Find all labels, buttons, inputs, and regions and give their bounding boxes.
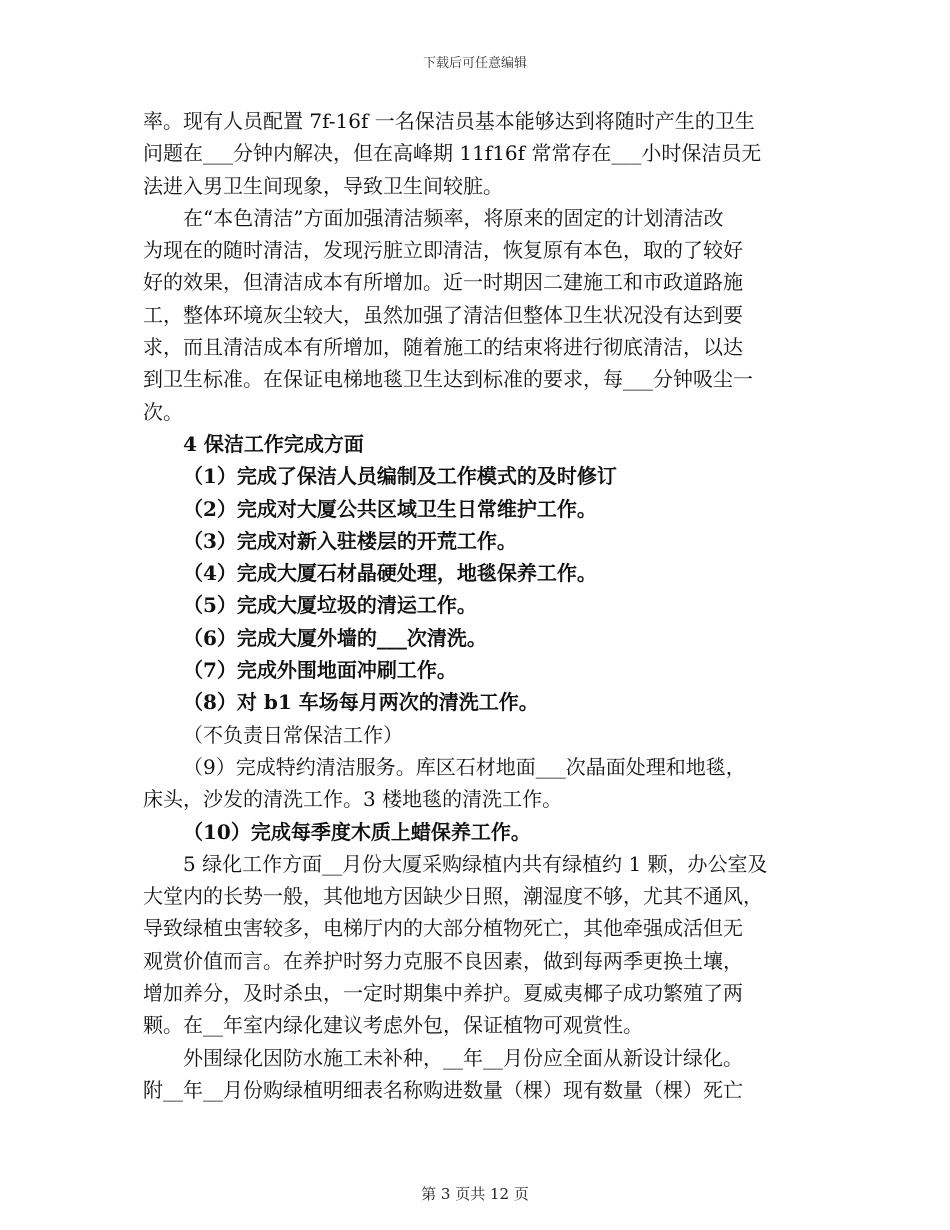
text-line: 5 绿化工作方面__月份大厦采购绿植内共有绿植约 1 颗，办公室及 [183, 851, 768, 876]
text-line: 颗。在__年室内绿化建议考虑外包，保证植物可观赏性。 [143, 1013, 643, 1038]
text-line: （9）完成特约清洁服务。库区石材地面___次晶面处理和地毯， [183, 754, 746, 779]
page-header: 下载后可任意编辑 [422, 56, 527, 71]
text-line: 到卫生标准。在保证电梯地毯卫生达到标准的要求，每___分钟吸尘一 [143, 367, 753, 392]
text-line: 床头，沙发的清洗工作。3 楼地毯的清洗工作。 [143, 787, 563, 812]
text-line: 法进入男卫生间现象，导致卫生间较脏。 [143, 173, 503, 198]
text-line: 为现在的随时清洁，发现污脏立即清洁，恢复原有本色，取的了较好 [143, 238, 743, 263]
text-line: （不负责日常保洁工作） [183, 722, 403, 747]
text-line: （5）完成大厦垃圾的清运工作。 [183, 593, 477, 618]
text-line: 次。 [143, 399, 183, 424]
page-footer: 第 3 页共 12 页 [421, 1185, 529, 1203]
text-line: 好的效果，但清洁成本有所增加。近一时期因二建施工和市政道路施 [143, 270, 743, 295]
text-line: （7）完成外围地面冲刷工作。 [183, 658, 457, 683]
document-body [143, 105, 811, 1106]
text-line: 在“本色清洁”方面加强清洁频率，将原来的固定的计划清洁改 [183, 205, 724, 230]
text-line: （4）完成大厦石材晶硬处理，地毯保养工作。 [183, 561, 597, 586]
text-line: 导致绿植虫害较多，电梯厅内的大部分植物死亡，其他牵强成活但无 [143, 916, 743, 941]
text-line: （2）完成对大厦公共区域卫生日常维护工作。 [183, 496, 597, 521]
text-line: 问题在___分钟内解决，但在高峰期 11f16f 常常存在___小时保洁员无 [143, 141, 762, 166]
text-line: 增加养分，及时杀虫，一定时期集中养护。夏威夷椰子成功繁殖了两 [143, 981, 743, 1006]
text-line: 4 保洁工作完成方面 [183, 431, 364, 456]
text-line: （6）完成大厦外墙的___次清洗。 [183, 625, 487, 650]
text-line: （10）完成每季度木质上蜡保养工作。 [183, 819, 531, 844]
text-line: 外围绿化因防水施工未补种，__年__月份应全面从新设计绿化。 [183, 1045, 743, 1070]
text-line: 工，整体环境灰尘较大，虽然加强了清洁但整体卫生状况没有达到要 [143, 302, 743, 327]
text-line: 求，而且清洁成本有所增加，随着施工的结束将进行彻底清洁，以达 [143, 335, 743, 360]
text-line: 率。现有人员配置 7f-16f 一名保洁员基本能够达到将随时产生的卫生 [143, 109, 755, 133]
text-line: （8）对 b1 车场每月两次的清洗工作。 [183, 690, 539, 715]
text-line: 附__年__月份购绿植明细表名称购进数量（棵）现有数量（棵）死亡 [143, 1077, 743, 1102]
text-line: 大堂内的长势一般，其他地方因缺少日照，潮湿度不够，尤其不通风， [143, 884, 763, 909]
text-line: （1）完成了保洁人员编制及工作模式的及时修订 [183, 464, 617, 489]
text-line: 观赏价值而言。在养护时努力克服不良因素，做到每两季更换土壤， [143, 948, 743, 973]
text-line: （3）完成对新入驻楼层的开荒工作。 [183, 528, 517, 553]
